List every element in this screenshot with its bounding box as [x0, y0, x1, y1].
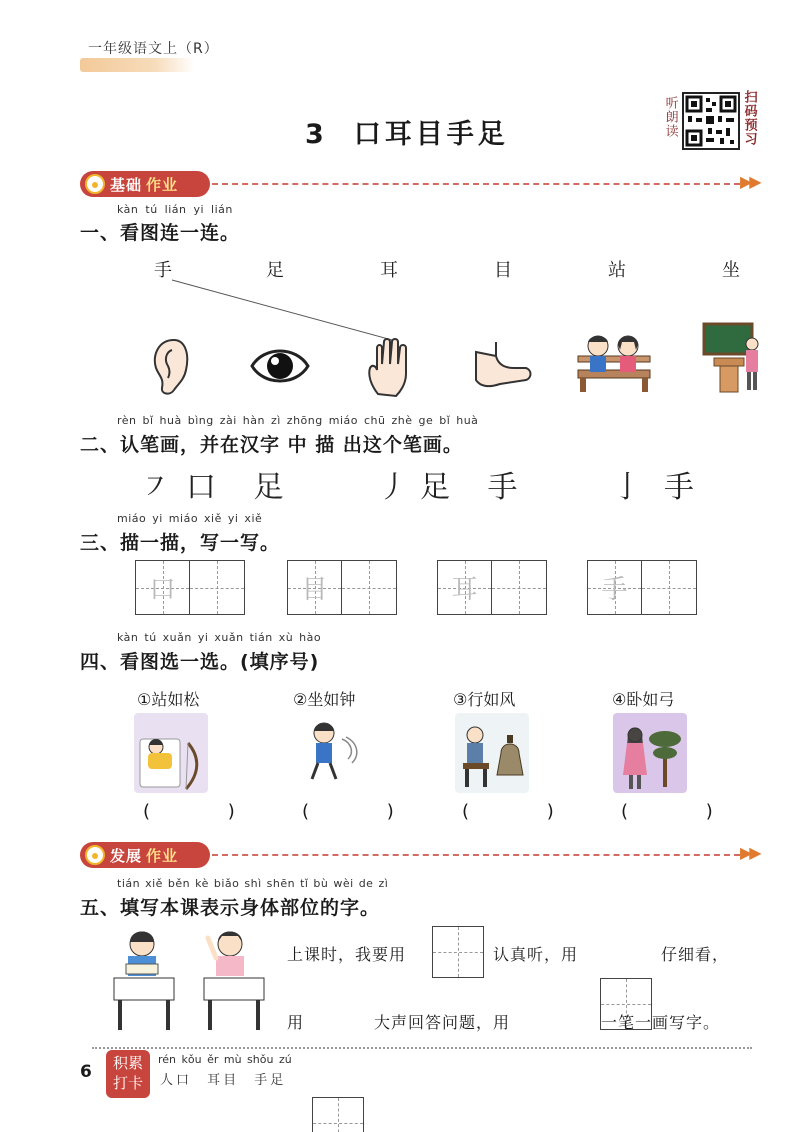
badge-bottom: 打卡 [112, 1074, 143, 1092]
standing-teacher-icon[interactable] [700, 322, 764, 394]
q2-title: 二、认笔画，并在汉字 中 描 出这个笔画。 [80, 434, 463, 456]
stroke-chars[interactable]: 足 手 [420, 470, 532, 505]
q1-char[interactable]: 目 [494, 260, 512, 281]
trace-cell[interactable] [136, 561, 190, 614]
accumulate-badge [106, 1050, 150, 1098]
idiom-label: ④卧如弓 [612, 690, 675, 709]
section-develop-header [80, 842, 210, 868]
footer-hanzi: 人口 耳目 手足 [160, 1073, 287, 1088]
idiom-label: ③行如风 [453, 690, 516, 709]
stroke-sample: 亅 [612, 470, 642, 505]
answer-blank[interactable]: ( ) [621, 801, 749, 822]
section-pill [80, 842, 210, 868]
writing-grid [587, 560, 697, 615]
trace-char: 手 [601, 575, 628, 605]
q1-title: 一、看图连一连。 [80, 222, 241, 244]
qr-right-label: 扫码预习 [741, 90, 757, 146]
stroke-group [612, 462, 694, 506]
lying-child-picture [134, 713, 208, 793]
footer-divider [92, 1047, 752, 1049]
q3-title: 三、描一描，写一写。 [80, 532, 281, 554]
lightbulb-icon [85, 845, 105, 865]
section-divider [212, 854, 740, 856]
badge-top: 积累 [112, 1054, 143, 1072]
writing-grid [287, 560, 397, 615]
write-cell[interactable] [190, 561, 244, 614]
fill-in-box[interactable] [312, 1097, 364, 1132]
write-cell[interactable] [642, 561, 696, 614]
fill-in-box[interactable] [432, 926, 484, 978]
trace-cell[interactable] [438, 561, 492, 614]
q5-text: 一笔一画写字。 [601, 1013, 721, 1032]
page-number: 6 [80, 1062, 92, 1082]
stroke-group [378, 462, 532, 506]
q4-title: 四、看图选一选。(填序号) [80, 651, 320, 673]
classroom-students-picture [110, 922, 270, 1034]
idiom-label: ①站如松 [137, 690, 200, 709]
stroke-group [140, 462, 298, 506]
q5-text: 上课时，我要用 [287, 945, 407, 964]
q4-pinyin: kàn tú xuǎn yi xuǎn tián xù hào [117, 631, 322, 644]
section-label: 发展 [110, 846, 143, 865]
answer-blank[interactable]: ( ) [462, 801, 590, 822]
q1-char[interactable]: 手 [154, 260, 172, 281]
q3-pinyin: miáo yi miáo xiě yi xiě [117, 512, 263, 525]
trace-char: 口 [149, 575, 176, 605]
double-arrow-icon: ▶▶ [740, 843, 759, 862]
section-label: 基础 [110, 175, 143, 194]
q5-pinyin: tián xiě běn kè biǎo shì shēn tǐ bù wèi de zì [117, 877, 389, 890]
q1-char[interactable]: 耳 [380, 260, 398, 281]
q1-char[interactable]: 坐 [722, 260, 740, 281]
sitting-children-icon[interactable] [576, 330, 652, 394]
grade-label: 一年级语文上（R） [88, 41, 219, 57]
footer-pinyin: rén kǒu ěr mù shǒu zú [158, 1053, 292, 1066]
trace-cell[interactable] [288, 561, 342, 614]
trace-char: 耳 [451, 575, 478, 605]
eye-icon[interactable] [248, 334, 312, 398]
section-label-highlight: 作业 [146, 846, 179, 865]
q1-char[interactable]: 足 [266, 260, 284, 281]
q1-pinyin: kàn tú lián yi lián [117, 203, 233, 216]
idiom-label: ②坐如钟 [293, 690, 356, 709]
foot-icon[interactable] [470, 334, 534, 398]
lesson-number: 3 [305, 119, 328, 150]
ear-icon[interactable] [140, 334, 204, 398]
q5-text: 仔细看， [661, 945, 730, 964]
section-label-highlight: 作业 [146, 175, 179, 194]
writing-grid [135, 560, 245, 615]
trace-cell[interactable] [588, 561, 642, 614]
q2-pinyin: rèn bǐ huà bìng zài hàn zì zhōng miáo chū zhè ge bǐ huà [117, 414, 479, 427]
hand-icon[interactable] [360, 334, 424, 398]
standing-woman-pine-picture [613, 713, 687, 793]
answer-blank[interactable]: ( ) [143, 801, 271, 822]
writing-grid [437, 560, 547, 615]
q5-text: 大声回答问题，用 [374, 1013, 511, 1032]
lesson-title-text: 口耳目手足 [353, 119, 509, 150]
answer-blank[interactable]: ( ) [302, 801, 430, 822]
trace-char: 目 [301, 575, 328, 605]
q5-text: 用 [287, 1013, 305, 1032]
q1-char[interactable]: 站 [608, 260, 626, 281]
q5-title: 五、填写本课表示身体部位的字。 [80, 897, 381, 919]
write-cell[interactable] [342, 561, 396, 614]
running-child-picture [294, 713, 368, 793]
sitting-man-bell-picture [455, 713, 529, 793]
q5-text: 认真听，用 [493, 945, 579, 964]
stroke-chars[interactable]: 口 足 [186, 470, 298, 505]
stroke-sample: 丿 [378, 470, 408, 505]
qr-left-label: 听朗读 [662, 96, 678, 138]
stroke-chars[interactable]: 手 [664, 470, 694, 505]
write-cell[interactable] [492, 561, 546, 614]
double-arrow-icon: ▶▶ [740, 172, 759, 191]
stroke-sample: ㇇ [140, 470, 170, 505]
